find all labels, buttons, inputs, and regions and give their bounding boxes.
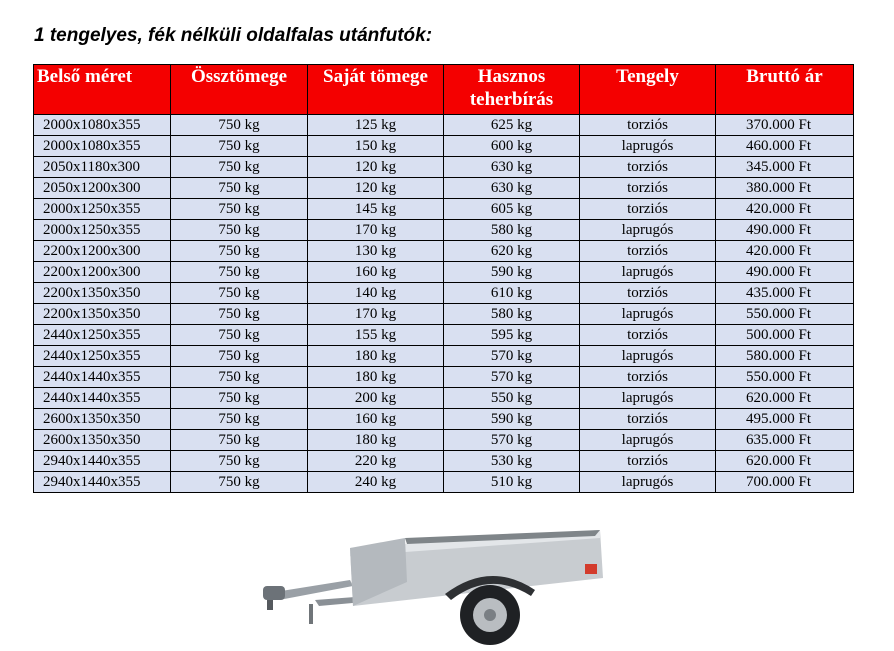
cell-payload: 570 kg [444,430,580,451]
cell-own-weight: 160 kg [308,409,444,430]
table-row [34,283,854,304]
header-inner-size: Belső méret [34,65,171,115]
cell-price: 620.000 Ft [716,388,854,409]
cell-payload: 590 kg [444,262,580,283]
cell-payload: 605 kg [444,199,580,220]
cell-gross-weight: 750 kg [171,220,308,241]
cell-own-weight: 200 kg [308,388,444,409]
cell-gross-weight: 750 kg [171,283,308,304]
cell-axle: torziós [580,115,716,136]
cell-payload: 630 kg [444,178,580,199]
cell-own-weight: 180 kg [308,430,444,451]
page-title: 1 tengelyes, fék nélküli oldalfalas utánfutók: [34,25,433,46]
cell-own-weight: 180 kg [308,346,444,367]
cell-payload: 620 kg [444,241,580,262]
cell-axle: laprugós [580,388,716,409]
table-row [34,325,854,346]
cell-price: 550.000 Ft [716,304,854,325]
cell-price: 700.000 Ft [716,472,854,493]
rear-light [585,564,597,574]
header-payload: Hasznos teherbírás [444,65,580,115]
cell-size: 2600x1350x350 [34,430,171,451]
cell-gross-weight: 750 kg [171,430,308,451]
cell-payload: 590 kg [444,409,580,430]
cell-gross-weight: 750 kg [171,451,308,472]
drawbar [275,580,353,600]
cell-gross-weight: 750 kg [171,325,308,346]
table-row [34,241,854,262]
cell-axle: torziós [580,367,716,388]
cell-own-weight: 125 kg [308,115,444,136]
header-gross-weight: Össztömege [171,65,308,115]
wheel-hub [484,609,496,621]
cell-price: 460.000 Ft [716,136,854,157]
cell-price: 580.000 Ft [716,346,854,367]
cell-price: 490.000 Ft [716,262,854,283]
cell-price: 420.000 Ft [716,199,854,220]
cell-payload: 570 kg [444,346,580,367]
cell-size: 2440x1440x355 [34,367,171,388]
cell-own-weight: 160 kg [308,262,444,283]
trailer-image [255,520,615,648]
cell-price: 500.000 Ft [716,325,854,346]
cell-payload: 580 kg [444,304,580,325]
cell-gross-weight: 750 kg [171,304,308,325]
cell-axle: laprugós [580,346,716,367]
cell-axle: torziós [580,178,716,199]
cell-axle: laprugós [580,430,716,451]
cell-payload: 625 kg [444,115,580,136]
cell-gross-weight: 750 kg [171,346,308,367]
cell-gross-weight: 750 kg [171,178,308,199]
cell-size: 2200x1200x300 [34,241,171,262]
table-body [34,115,854,493]
cell-axle: torziós [580,325,716,346]
cell-payload: 510 kg [444,472,580,493]
cell-gross-weight: 750 kg [171,262,308,283]
cell-own-weight: 140 kg [308,283,444,304]
cell-gross-weight: 750 kg [171,157,308,178]
header-own-weight: Saját tömege [308,65,444,115]
cell-payload: 550 kg [444,388,580,409]
cell-own-weight: 145 kg [308,199,444,220]
header-axle: Tengely [580,65,716,115]
cell-payload: 630 kg [444,157,580,178]
cell-price: 490.000 Ft [716,220,854,241]
cell-payload: 600 kg [444,136,580,157]
cell-axle: torziós [580,199,716,220]
cell-own-weight: 150 kg [308,136,444,157]
cell-own-weight: 120 kg [308,157,444,178]
cell-price: 435.000 Ft [716,283,854,304]
coupling-handle [267,600,273,610]
cell-size: 2200x1200x300 [34,262,171,283]
cell-size: 2000x1250x355 [34,199,171,220]
cell-own-weight: 170 kg [308,220,444,241]
cell-price: 550.000 Ft [716,367,854,388]
cell-size: 2940x1440x355 [34,451,171,472]
cell-gross-weight: 750 kg [171,241,308,262]
table-row [34,409,854,430]
table-row [34,304,854,325]
cell-size: 2440x1250x355 [34,325,171,346]
cell-gross-weight: 750 kg [171,409,308,430]
cell-size: 2440x1440x355 [34,388,171,409]
table-row [34,346,854,367]
cell-payload: 595 kg [444,325,580,346]
cell-own-weight: 155 kg [308,325,444,346]
cell-gross-weight: 750 kg [171,472,308,493]
cell-own-weight: 180 kg [308,367,444,388]
trailer-price-table [33,64,854,493]
cell-price: 495.000 Ft [716,409,854,430]
cell-axle: laprugós [580,472,716,493]
coupling-head [263,586,285,600]
table-row [34,367,854,388]
table-row [34,388,854,409]
cell-price: 345.000 Ft [716,157,854,178]
cell-axle: laprugós [580,136,716,157]
cell-own-weight: 130 kg [308,241,444,262]
support-leg [309,604,313,624]
cell-size: 2000x1080x355 [34,136,171,157]
table-row [34,220,854,241]
table-row [34,430,854,451]
header-gross-price: Bruttó ár [716,65,854,115]
cell-own-weight: 170 kg [308,304,444,325]
cell-payload: 610 kg [444,283,580,304]
table-row [34,451,854,472]
cell-payload: 580 kg [444,220,580,241]
cell-gross-weight: 750 kg [171,199,308,220]
cell-size: 2000x1250x355 [34,220,171,241]
cell-size: 2440x1250x355 [34,346,171,367]
table-row [34,136,854,157]
cell-payload: 570 kg [444,367,580,388]
cell-gross-weight: 750 kg [171,136,308,157]
table-header-row [34,65,854,115]
table-row [34,115,854,136]
cell-price: 370.000 Ft [716,115,854,136]
cell-axle: torziós [580,409,716,430]
cell-gross-weight: 750 kg [171,388,308,409]
cell-size: 2200x1350x350 [34,304,171,325]
cell-price: 620.000 Ft [716,451,854,472]
cell-price: 380.000 Ft [716,178,854,199]
cell-price: 635.000 Ft [716,430,854,451]
cell-axle: laprugós [580,262,716,283]
cell-size: 2600x1350x350 [34,409,171,430]
cell-axle: torziós [580,451,716,472]
cell-axle: torziós [580,241,716,262]
table-row [34,262,854,283]
cell-gross-weight: 750 kg [171,367,308,388]
cell-size: 2050x1180x300 [34,157,171,178]
cell-own-weight: 220 kg [308,451,444,472]
cell-gross-weight: 750 kg [171,115,308,136]
cell-size: 2000x1080x355 [34,115,171,136]
table-row [34,157,854,178]
cell-axle: torziós [580,283,716,304]
cell-own-weight: 120 kg [308,178,444,199]
cell-own-weight: 240 kg [308,472,444,493]
table-row [34,178,854,199]
cell-axle: laprugós [580,304,716,325]
table-row [34,472,854,493]
cell-size: 2050x1200x300 [34,178,171,199]
cell-size: 2940x1440x355 [34,472,171,493]
cell-payload: 530 kg [444,451,580,472]
table-row [34,199,854,220]
cell-axle: torziós [580,157,716,178]
cell-axle: laprugós [580,220,716,241]
cell-size: 2200x1350x350 [34,283,171,304]
cell-price: 420.000 Ft [716,241,854,262]
